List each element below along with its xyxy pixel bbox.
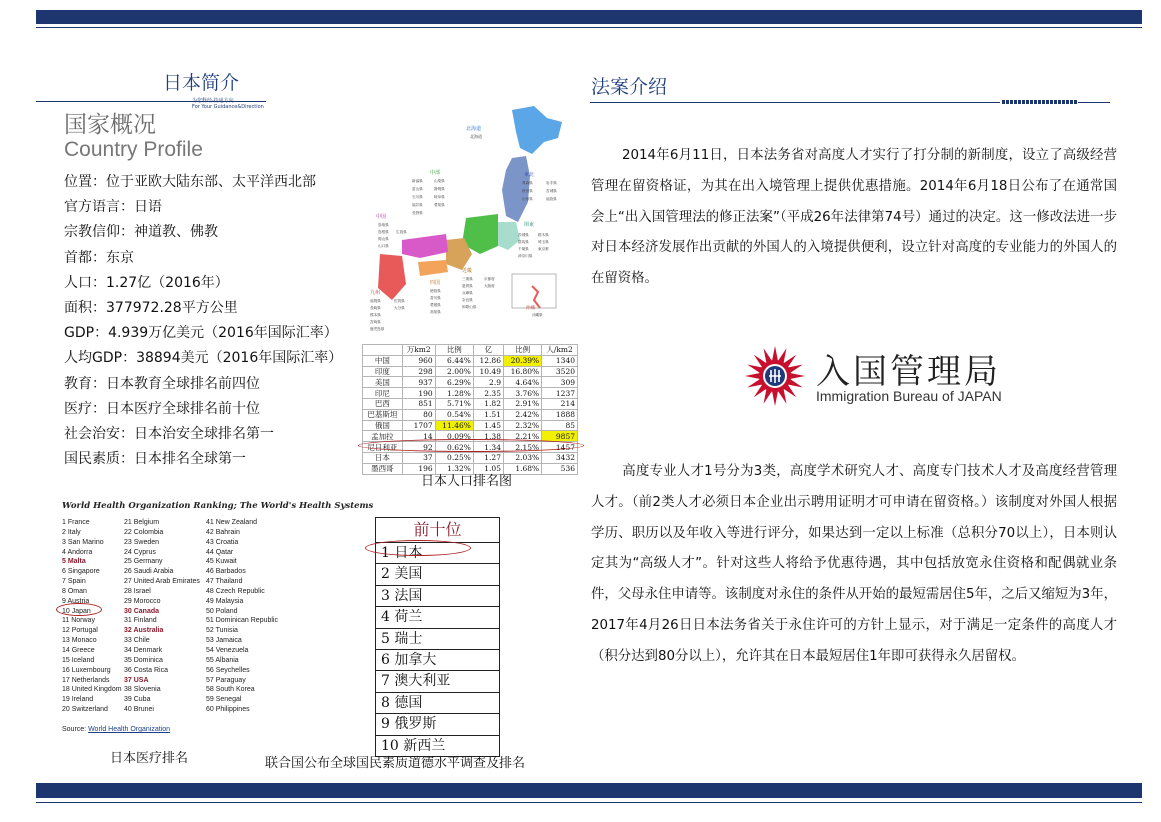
table-row — [363, 409, 578, 420]
list-item: 28 Israel — [124, 587, 151, 595]
list-item: 29 Morocco — [124, 597, 161, 605]
list-item: 10 Japan — [62, 607, 91, 615]
logo-text-en: Immigration Bureau of JAPAN — [816, 388, 1002, 404]
table-cell: 印尼 — [363, 388, 403, 399]
fact-civic-quality: 国民素质：日本排名全球第一 — [64, 451, 246, 468]
table-header-row — [363, 345, 578, 356]
table-cell: 巴基斯坦 — [363, 409, 403, 420]
pref: 島根県 — [378, 230, 389, 234]
pref: 岐阜県 — [434, 195, 445, 199]
pref: 大阪府 — [484, 284, 495, 288]
table-cell: 2.42% — [503, 409, 541, 420]
pref: 鳥取県 — [378, 223, 389, 227]
pref: 埼玉県 — [538, 240, 549, 244]
list-item: 39 Cuba — [124, 696, 151, 704]
list-item: 43 Croatia — [206, 538, 239, 546]
table-cell: 92 — [402, 442, 435, 453]
fact-area: 面积：377972.28平方公里 — [64, 300, 238, 317]
top-ten-row: 4 荷兰 — [376, 607, 499, 628]
map-okinawa — [532, 286, 540, 308]
list-item: 47 Thailand — [206, 578, 243, 586]
map-label-shikoku: 四国 — [430, 280, 441, 286]
list-item: 42 Bahrain — [206, 528, 240, 536]
list-item: 19 Ireland — [62, 696, 94, 704]
fact-public-safety: 社会治安：日本治安全球排名第一 — [64, 426, 274, 443]
list-item: 52 Tunisia — [206, 627, 238, 635]
map-label-hokkaido-pref: 北海道 — [470, 134, 482, 139]
table-cell: 2.21% — [503, 431, 541, 442]
pref: 福井県 — [412, 203, 423, 207]
pref: 岩手県 — [546, 181, 557, 185]
table-cell: 2.00% — [435, 366, 473, 377]
pref: 石川県 — [412, 195, 423, 199]
list-item: 30 Canada — [124, 607, 160, 615]
table-cell: 2.35 — [473, 388, 503, 399]
table-cell: 0.25% — [435, 452, 473, 463]
profile-facts — [64, 170, 342, 472]
table-cell: 2.91% — [503, 398, 541, 409]
table-row — [363, 420, 578, 431]
map-shikoku — [418, 260, 448, 276]
right-section-title: 法案介绍 — [591, 76, 668, 98]
list-item: 25 Germany — [124, 558, 163, 566]
table-cell: 3432 — [542, 452, 578, 463]
list-item: 8 Oman — [62, 587, 87, 595]
population-table — [362, 344, 578, 475]
table-cell: 1340 — [542, 355, 578, 366]
bottom-thin-rule — [36, 802, 1142, 803]
fact-education: 教育：日本教育全球排名前四位 — [64, 375, 260, 392]
fact-language: 官方语言：日语 — [64, 199, 162, 216]
list-item: 50 Poland — [206, 607, 238, 615]
logo-text-cn: 入国管理局 — [816, 352, 1001, 392]
map-label-kinki: 近畿 — [462, 268, 473, 274]
pref: 福島県 — [546, 197, 557, 201]
fact-population: 人口：1.27亿（2016年） — [64, 274, 229, 291]
table-cell: 960 — [402, 355, 435, 366]
list-item: 41 New Zealand — [206, 519, 257, 526]
table-cell: 1457 — [542, 442, 578, 453]
table-row — [363, 355, 578, 366]
table-cell: 3520 — [542, 366, 578, 377]
list-item: 56 Seychelles — [206, 666, 250, 674]
list-item: 45 Kuwait — [206, 558, 237, 566]
pref: 富山県 — [412, 187, 423, 191]
who-column-1 — [62, 518, 124, 715]
bottom-band — [36, 783, 1142, 798]
japan-map — [362, 104, 572, 340]
table-cell: 2.32% — [503, 420, 541, 431]
list-item: 31 Finland — [124, 617, 157, 625]
map-label-okinawa-pref: 沖縄県 — [532, 313, 543, 317]
table-cell: 190 — [402, 388, 435, 399]
table-cell: 1.05 — [473, 463, 503, 474]
table-cell: 16.80% — [503, 366, 541, 377]
top-ten-row: 2 美国 — [376, 564, 499, 585]
table-cell: 80 — [402, 409, 435, 420]
pref: 佐賀県 — [394, 299, 405, 303]
left-section-title: 日本简介 — [163, 72, 240, 94]
list-item: 5 Malta — [62, 558, 86, 566]
map-label-okinawa: 沖縄 — [526, 306, 535, 311]
top-ten-row: 1 日本 — [376, 543, 499, 564]
list-item: 46 Barbados — [206, 568, 246, 576]
map-label-kyushu: 九州 — [370, 290, 381, 296]
pref: 愛媛県 — [430, 303, 441, 307]
who-source — [62, 726, 170, 733]
pref: 秋田県 — [522, 189, 533, 193]
list-item: 59 Senegal — [206, 696, 242, 704]
list-item: 49 Malaysia — [206, 597, 244, 605]
pref: 広島県 — [396, 230, 407, 234]
pref: 山形県 — [522, 197, 533, 201]
col-header: 比例 — [503, 345, 541, 356]
table-cell: 937 — [402, 377, 435, 388]
table-cell: 尼日利亚 — [363, 442, 403, 453]
table-cell: 美国 — [363, 377, 403, 388]
map-chugoku — [402, 234, 448, 258]
map-label-hokkaido: 北海道 — [466, 126, 482, 132]
col-header: 万km2 — [402, 345, 435, 356]
fact-location: 位置：位于亚欧大陆东部、太平洋西北部 — [64, 174, 316, 190]
list-item: 14 Greece — [62, 646, 95, 654]
fact-religion: 宗教信仰：神道教、佛教 — [64, 224, 218, 241]
table-cell: 墨西哥 — [363, 463, 403, 474]
table-cell: 85 — [542, 420, 578, 431]
table-cell: 1.28% — [435, 388, 473, 399]
list-item: 34 Denmark — [124, 646, 163, 654]
list-item: 11 Norway — [62, 617, 95, 625]
col-header — [363, 345, 403, 356]
list-item: 32 Australia — [124, 627, 164, 635]
profile-title-en: Country Profile — [64, 138, 203, 161]
list-item: 53 Jamaica — [206, 637, 242, 645]
table-cell: 37 — [402, 452, 435, 463]
immigration-bureau-emblem-icon — [744, 345, 806, 407]
list-item: 60 Philippines — [206, 706, 250, 714]
table-cell: 中国 — [363, 355, 403, 366]
list-item: 51 Dominican Republic — [206, 617, 278, 625]
left-tagline — [192, 98, 264, 110]
pref: 岡山県 — [378, 237, 389, 241]
who-ranking-list — [62, 518, 296, 715]
list-item: 38 Slovenia — [124, 686, 161, 694]
top-thin-rule — [36, 27, 1142, 28]
col-header: 人/km2 — [542, 345, 578, 356]
law-paragraph-1-text: 2014年6月11日，日本法务省对高度人才实行了打分制的新制度，设立了高级经营管理在留资格证，为其在出入境管理上提供优惠措施。2014年6月18日公布了在通常国会上“出入国管理法的修正法案”（平成26年法律第74号）通过的决定。这一修改法进一步对日本经济发展作出贡献的外国人的入境提供便利，设立针对高度的专业能力的外国人的在留资格。 — [591, 148, 1117, 287]
pref: 宮城県 — [546, 189, 557, 193]
law-paragraph-1 — [591, 141, 1117, 295]
table-cell: 6.44% — [435, 355, 473, 366]
table-cell: 印度 — [363, 366, 403, 377]
top-band — [36, 10, 1142, 24]
table-cell: 2.15% — [503, 442, 541, 453]
fact-gdp: GDP：4.939万亿美元（2016年国际汇率） — [64, 325, 338, 342]
pref: 長崎県 — [370, 306, 381, 310]
list-item: 18 United Kingdom — [62, 686, 122, 694]
pref: 兵庫県 — [462, 291, 473, 295]
pref: 愛知県 — [434, 203, 445, 207]
table-cell: 10.49 — [473, 366, 503, 377]
profile-title-cn: 国家概况 — [64, 112, 156, 138]
list-item: 27 United Arab Emirates — [124, 578, 200, 586]
table-row — [363, 398, 578, 409]
table-cell: 1.68% — [503, 463, 541, 474]
japan-row-highlight-ring — [358, 439, 584, 452]
japan-ranking-ring — [56, 603, 102, 616]
pref: 大分県 — [394, 306, 405, 310]
table-cell: 1707 — [402, 420, 435, 431]
list-item: 3 San Marino — [62, 538, 104, 546]
list-item: 21 Belgium — [124, 519, 160, 526]
list-item: 17 Netherlands — [62, 676, 110, 684]
table-cell: 巴西 — [363, 398, 403, 409]
top-ten-row: 9 俄罗斯 — [376, 714, 499, 735]
pref: 徳島県 — [430, 289, 441, 293]
table-cell: 2.03% — [503, 452, 541, 463]
list-item: 58 South Korea — [206, 686, 255, 694]
who-column-2 — [124, 518, 206, 715]
pref: 東京都 — [538, 247, 549, 251]
pref: 長野県 — [412, 211, 423, 215]
table-cell: 0.62% — [435, 442, 473, 453]
table-cell: 4.64% — [503, 377, 541, 388]
fact-gdp-per-capita: 人均GDP：38894美元（2016年国际汇率） — [64, 350, 343, 367]
pref: 鹿児島県 — [370, 327, 385, 331]
pref: 青森県 — [522, 181, 533, 185]
map-okinawa-box — [512, 274, 556, 308]
list-item: 35 Dominica — [124, 656, 163, 664]
list-item: 37 USA — [124, 676, 149, 684]
source-label: Source: — [62, 726, 87, 733]
pref: 滋賀県 — [462, 284, 473, 288]
pref: 香川県 — [430, 296, 441, 300]
pref: 宮崎県 — [370, 320, 381, 324]
list-item: 55 Albania — [206, 656, 239, 664]
list-item: 54 Venezuela — [206, 646, 249, 654]
list-item: 26 Saudi Arabia — [124, 568, 174, 576]
list-item: 20 Switzerland — [62, 706, 108, 714]
map-label-chubu: 中部 — [430, 170, 441, 176]
top-ten-japan-ring — [365, 540, 471, 556]
col-header: 亿 — [473, 345, 503, 356]
table-cell: 20.39% — [503, 355, 541, 366]
who-column-3 — [206, 518, 296, 715]
list-item: 33 Chile — [124, 637, 150, 645]
table-cell: 536 — [542, 463, 578, 474]
map-hokkaido — [512, 106, 562, 154]
table-cell: 1.51 — [473, 409, 503, 420]
table-cell: 0.09% — [435, 431, 473, 442]
right-title-rule — [590, 102, 1000, 103]
table-cell: 1888 — [542, 409, 578, 420]
who-title: World Health Organization Ranking; The World's Health Systems — [62, 501, 374, 511]
list-item: 7 Spain — [62, 578, 86, 586]
table-cell: 851 — [402, 398, 435, 409]
map-label-kanto: 関東 — [524, 222, 535, 228]
table-cell: 11.46% — [435, 420, 473, 431]
table-cell: 2.9 — [473, 377, 503, 388]
table-cell: 1.32% — [435, 463, 473, 474]
list-item: 1 France — [62, 519, 90, 526]
table-cell: 1237 — [542, 388, 578, 399]
pref: 千葉県 — [518, 247, 529, 251]
table-cell: 孟加拉 — [363, 431, 403, 442]
map-label-tohoku: 東北 — [524, 172, 535, 178]
un-caption: 联合国公布全球国民素质道德水平调查及排名 — [265, 756, 526, 771]
list-item: 6 Singapore — [62, 568, 100, 576]
tagline-cn: 为您释经·指通方向 — [192, 98, 234, 104]
list-item: 2 Italy — [62, 528, 81, 536]
source-link[interactable]: World Health Organization — [88, 726, 171, 733]
pref: 奈良県 — [462, 298, 473, 302]
table-row — [363, 388, 578, 399]
tagline-en: For Your Guidance&Direction — [192, 104, 264, 110]
fact-healthcare: 医疗：日本医疗全球排名前十位 — [64, 400, 260, 417]
table-cell: 0.54% — [435, 409, 473, 420]
list-item: 40 Brunei — [124, 706, 154, 714]
list-item: 15 Iceland — [62, 656, 95, 664]
list-item: 4 Andorra — [62, 548, 93, 556]
list-item: 12 Portugal — [62, 627, 98, 635]
list-item: 13 Monaco — [62, 637, 97, 645]
table-cell: 298 — [402, 366, 435, 377]
top-ten-row: 3 法国 — [376, 586, 499, 607]
pref: 和歌山県 — [462, 305, 477, 309]
right-title-rule-end — [1078, 102, 1110, 103]
pref: 新潟県 — [412, 179, 423, 183]
top-ten-header: 前十位 — [376, 518, 499, 543]
list-item: 48 Czech Republic — [206, 587, 265, 595]
medical-caption: 日本医疗排名 — [110, 751, 189, 766]
table-cell: 14 — [402, 431, 435, 442]
top-ten-row: 8 德国 — [376, 693, 499, 714]
top-ten-row: 5 瑞士 — [376, 629, 499, 650]
table-cell: 俄国 — [363, 420, 403, 431]
table-cell: 日本 — [363, 452, 403, 463]
pref: 茨城県 — [518, 233, 529, 237]
top-ten-row: 10 新西兰 — [381, 737, 446, 754]
list-item: 22 Colombia — [124, 528, 164, 536]
pref: 京都府 — [484, 277, 495, 281]
map-kyushu — [378, 254, 406, 300]
table-row — [363, 377, 578, 388]
list-item: 36 Costa Rica — [124, 666, 168, 674]
pref: 三重県 — [462, 277, 473, 281]
law-paragraph-2-text: 高度专业人才1号分为3类，高度学术研究人才、高度专门技术人才及高度经营管理人才。（前2类人才必须日本企业出示聘用证明才可申请在留资格。）该制度对外国人根据学历、职历以及年收入等进行评分，如果达到一定以上标准（总积分70以上），日本则认定其为“高级人才”。针对这些人将给予优惠待遇，其中包括放宽永住资格和配偶就业条件，父母永住申请等。该制度对永住的条件从开始的最短需居住5年，之后又缩短为3年，2017年4月26日日本法务省关于永住许可的方针上显示，对于满足一定条件的高度人才（积分达到80分以上），允许其在日本最短居住1年即可获得永久居留权。 — [591, 464, 1117, 664]
pref: 山口県 — [378, 244, 389, 248]
top-ten-row: 6 加拿大 — [376, 650, 499, 671]
table-cell: 6.29% — [435, 377, 473, 388]
pref: 高知県 — [430, 310, 441, 314]
list-item: 9 Austria — [62, 597, 90, 605]
table-cell: 1.34 — [473, 442, 503, 453]
list-item: 23 Sweden — [124, 538, 160, 546]
pref: 栃木県 — [538, 233, 549, 237]
list-item: 24 Cyprus — [124, 548, 156, 556]
population-caption: 日本人口排名图 — [421, 474, 513, 489]
list-item: 16 Luxembourg — [62, 666, 111, 674]
table-cell: 5.71% — [435, 398, 473, 409]
right-title-dots — [1002, 100, 1078, 104]
pref: 福岡県 — [370, 299, 381, 303]
table-cell: 309 — [542, 377, 578, 388]
pref: 熊本県 — [370, 313, 381, 317]
top-ten-row: 7 澳大利亚 — [376, 671, 499, 692]
pref: 神奈川県 — [518, 254, 533, 258]
pref: 静岡県 — [434, 187, 445, 191]
fact-capital: 首都：东京 — [64, 249, 134, 266]
table-row — [363, 366, 578, 377]
table-cell: 9857 — [542, 431, 578, 442]
map-label-chugoku: 中国 — [376, 214, 387, 220]
table-cell: 214 — [542, 398, 578, 409]
table-cell: 1.38 — [473, 431, 503, 442]
law-paragraph-2 — [591, 457, 1117, 673]
pref: 群馬県 — [518, 240, 529, 244]
pref: 山梨県 — [434, 179, 445, 183]
table-cell: 196 — [402, 463, 435, 474]
table-cell: 3.76% — [503, 388, 541, 399]
table-cell: 1.27 — [473, 452, 503, 463]
list-item: 57 Paraguay — [206, 676, 246, 684]
table-cell: 1.82 — [473, 398, 503, 409]
list-item: 44 Qatar — [206, 548, 234, 556]
table-row — [363, 452, 578, 463]
table-cell: 1.45 — [473, 420, 503, 431]
col-header: 比例 — [435, 345, 473, 356]
table-cell: 12.86 — [473, 355, 503, 366]
